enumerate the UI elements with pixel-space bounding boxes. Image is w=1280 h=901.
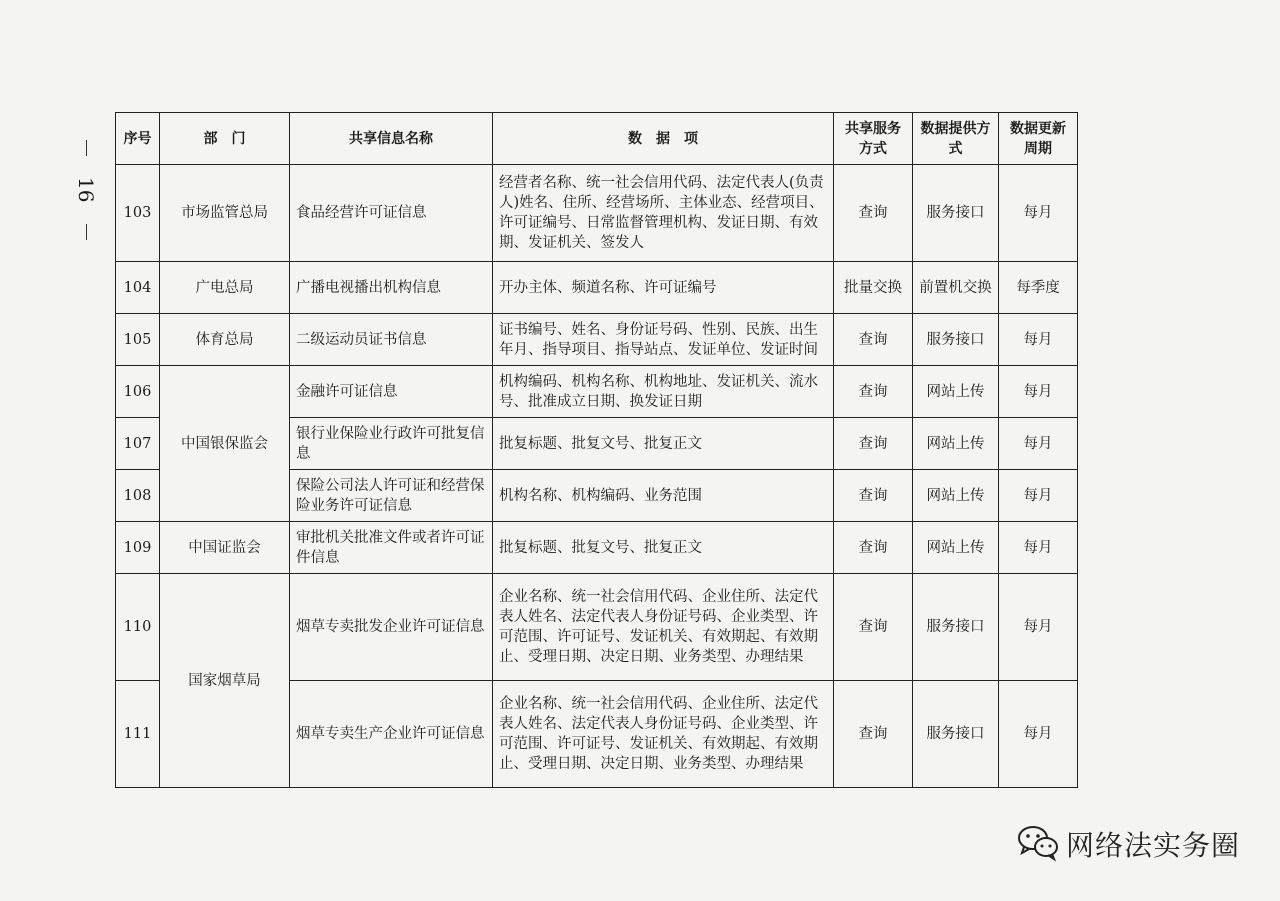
cell-cycle: 每季度 — [999, 262, 1078, 314]
cell-no: 109 — [116, 522, 160, 574]
cell-cycle: 每月 — [999, 470, 1078, 522]
table-row — [116, 262, 1078, 314]
cell-no: 111 — [116, 681, 160, 788]
cell-service: 查询 — [834, 522, 913, 574]
cell-provide: 服务接口 — [913, 314, 999, 366]
cell-dept: 国家烟草局 — [160, 574, 290, 788]
cell-provide: 网站上传 — [913, 366, 999, 418]
cell-service: 查询 — [834, 366, 913, 418]
cell-items: 批复标题、批复文号、批复正文 — [493, 418, 834, 470]
cell-items: 批复标题、批复文号、批复正文 — [493, 522, 834, 574]
table-row — [116, 165, 1078, 262]
cell-provide: 前置机交换 — [913, 262, 999, 314]
cell-name: 广播电视播出机构信息 — [290, 262, 493, 314]
cell-name: 审批机关批准文件或者许可证件信息 — [290, 522, 493, 574]
cell-dept: 广电总局 — [160, 262, 290, 314]
cell-provide: 服务接口 — [913, 165, 999, 262]
cell-cycle: 每月 — [999, 681, 1078, 788]
cell-name: 烟草专卖生产企业许可证信息 — [290, 681, 493, 788]
cell-name: 金融许可证信息 — [290, 366, 493, 418]
table-header-row — [116, 113, 1078, 165]
cell-name: 保险公司法人许可证和经营保险业务许可证信息 — [290, 470, 493, 522]
cell-service: 查询 — [834, 470, 913, 522]
cell-service: 查询 — [834, 314, 913, 366]
cell-service: 查询 — [834, 165, 913, 262]
cell-no: 108 — [116, 470, 160, 522]
cell-dept: 市场监管总局 — [160, 165, 290, 262]
header-cycle: 数据更新周期 — [999, 113, 1078, 165]
table-row — [116, 574, 1078, 681]
cell-items: 机构名称、机构编码、业务范围 — [493, 470, 834, 522]
table-row — [116, 366, 1078, 418]
cell-service: 查询 — [834, 418, 913, 470]
wechat-icon — [1016, 822, 1060, 866]
page-number — [64, 140, 108, 240]
shared-info-table — [115, 112, 1078, 788]
watermark — [1016, 822, 1240, 866]
table-row — [116, 522, 1078, 574]
watermark-text: 网络法实务圈 — [1065, 829, 1240, 862]
cell-no: 103 — [116, 165, 160, 262]
page-number-dash-top — [86, 140, 87, 156]
cell-no: 104 — [116, 262, 160, 314]
cell-cycle: 每月 — [999, 165, 1078, 262]
cell-name: 烟草专卖批发企业许可证信息 — [290, 574, 493, 681]
header-items: 数 据 项 — [493, 113, 834, 165]
cell-service: 查询 — [834, 574, 913, 681]
cell-name: 食品经营许可证信息 — [290, 165, 493, 262]
cell-no: 106 — [116, 366, 160, 418]
cell-no: 110 — [116, 574, 160, 681]
cell-provide: 网站上传 — [913, 418, 999, 470]
cell-no: 105 — [116, 314, 160, 366]
header-dept: 部 门 — [160, 113, 290, 165]
cell-cycle: 每月 — [999, 418, 1078, 470]
cell-items: 证书编号、姓名、身份证号码、性别、民族、出生年月、指导项目、指导站点、发证单位、发证时间 — [493, 314, 834, 366]
cell-items: 企业名称、统一社会信用代码、企业住所、法定代表人姓名、法定代表人身份证号码、企业类型、许可范围、许可证号、发证机关、有效期起、有效期止、受理日期、决定日期、业务类型、办理结果 — [493, 681, 834, 788]
cell-items: 开办主体、频道名称、许可证编号 — [493, 262, 834, 314]
header-provide: 数据提供方式 — [913, 113, 999, 165]
cell-items: 企业名称、统一社会信用代码、企业住所、法定代表人姓名、法定代表人身份证号码、企业类型、许可范围、许可证号、发证机关、有效期起、有效期止、受理日期、决定日期、业务类型、办理结果 — [493, 574, 834, 681]
cell-items: 机构编码、机构名称、机构地址、发证机关、流水号、批准成立日期、换发证日期 — [493, 366, 834, 418]
cell-cycle: 每月 — [999, 522, 1078, 574]
cell-service: 查询 — [834, 681, 913, 788]
cell-no: 107 — [116, 418, 160, 470]
page-number-text: 16 — [74, 177, 98, 203]
header-service: 共享服务方式 — [834, 113, 913, 165]
cell-cycle: 每月 — [999, 314, 1078, 366]
cell-provide: 网站上传 — [913, 470, 999, 522]
cell-name: 银行业保险业行政许可批复信息 — [290, 418, 493, 470]
cell-dept: 体育总局 — [160, 314, 290, 366]
cell-provide: 服务接口 — [913, 574, 999, 681]
cell-cycle: 每月 — [999, 574, 1078, 681]
cell-items: 经营者名称、统一社会信用代码、法定代表人(负责人)姓名、住所、经营场所、主体业态、经营项目、许可证编号、日常监督管理机构、发证日期、有效期、发证机关、签发人 — [493, 165, 834, 262]
cell-provide: 服务接口 — [913, 681, 999, 788]
page-number-dash-bottom — [86, 224, 87, 240]
cell-dept: 中国银保监会 — [160, 366, 290, 522]
cell-dept: 中国证监会 — [160, 522, 290, 574]
cell-service: 批量交换 — [834, 262, 913, 314]
table-row — [116, 314, 1078, 366]
cell-provide: 网站上传 — [913, 522, 999, 574]
header-name: 共享信息名称 — [290, 113, 493, 165]
cell-name: 二级运动员证书信息 — [290, 314, 493, 366]
header-no: 序号 — [116, 113, 160, 165]
cell-cycle: 每月 — [999, 366, 1078, 418]
